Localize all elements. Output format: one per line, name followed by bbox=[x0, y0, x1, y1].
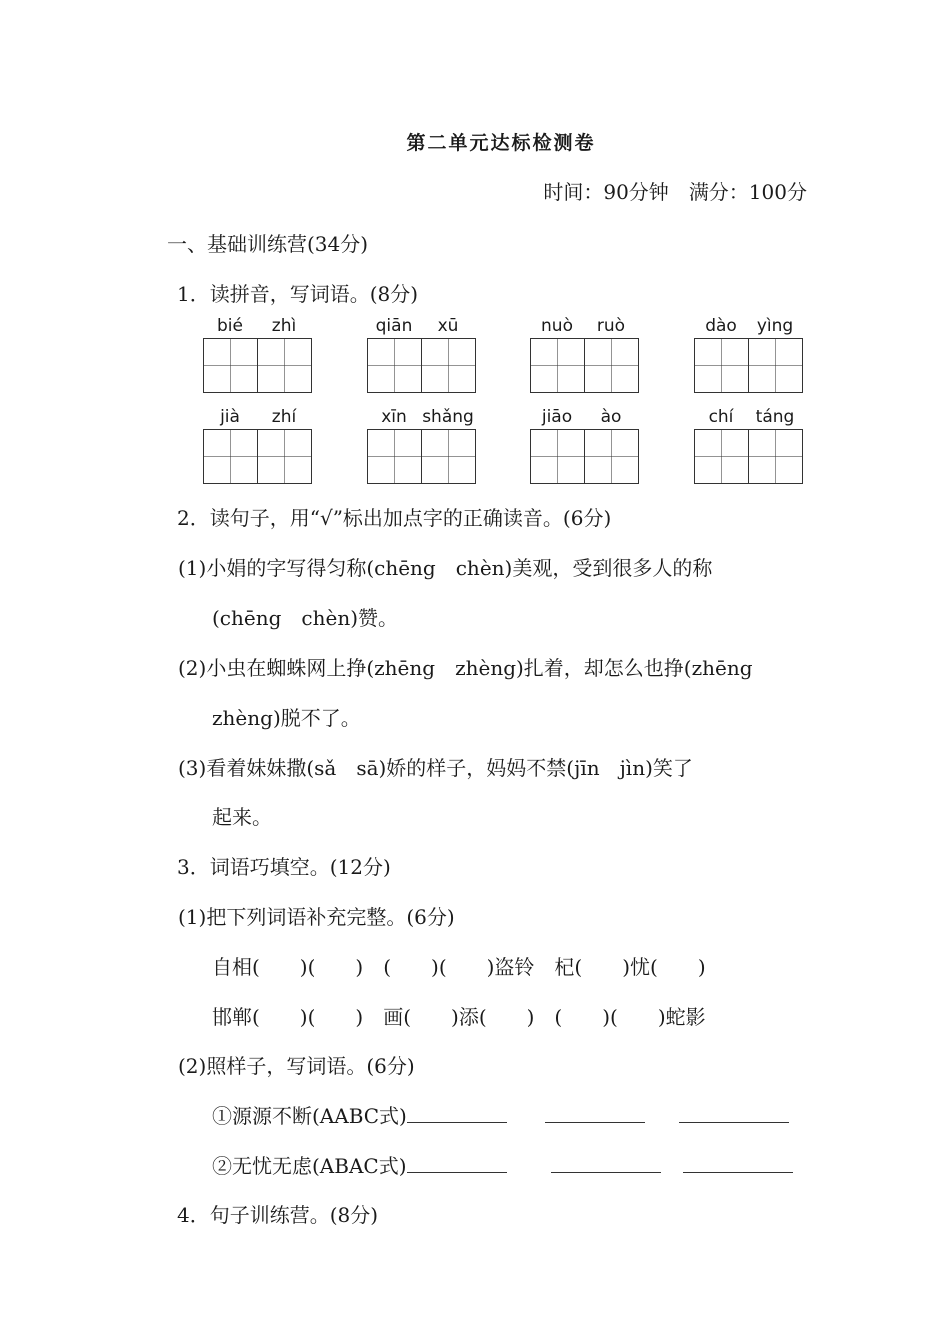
pinyin-label: xū bbox=[437, 316, 459, 336]
example-label: ①源源不断(AABC式) bbox=[212, 1104, 407, 1128]
writing-cell[interactable] bbox=[203, 338, 258, 393]
pinyin-label: dào bbox=[705, 316, 737, 336]
sentence-2: (2)小虫在蜘蛛网上挣(zhēng zhèng)扎着，却怎么也挣(zhēng bbox=[178, 656, 753, 680]
example-label: ②无忧无虑(ABAC式) bbox=[212, 1154, 407, 1178]
pinyin-label: jià bbox=[220, 407, 240, 427]
pinyin-label: yìng bbox=[756, 316, 794, 336]
answer-blank[interactable] bbox=[551, 1154, 661, 1173]
sentence-1: (1)小娟的字写得匀称(chēng chèn)美观，受到很多人的称 bbox=[178, 556, 713, 580]
full-score: 满分：100分 bbox=[688, 180, 807, 204]
writing-cell[interactable] bbox=[203, 429, 258, 484]
time-limit: 时间：90分钟 bbox=[543, 180, 669, 204]
pinyin-label: xīn bbox=[381, 407, 407, 427]
writing-cell[interactable] bbox=[584, 338, 639, 393]
pinyin-label: zhì bbox=[271, 316, 297, 336]
pinyin-label: nuò bbox=[541, 316, 573, 336]
writing-cell[interactable] bbox=[748, 338, 803, 393]
writing-cell[interactable] bbox=[748, 429, 803, 484]
sentence-2-cont: zhèng)脱不了。 bbox=[212, 706, 361, 730]
idiom-fill-row-2: 邯郸( )( ) 画( )添( ) ( )( )蛇影 bbox=[212, 1005, 706, 1029]
sentence-3-cont: 起来。 bbox=[212, 805, 272, 829]
sentence-1-cont: (chēng chèn)赞。 bbox=[212, 606, 399, 630]
pinyin-label: bié bbox=[217, 316, 243, 336]
writing-cell[interactable] bbox=[530, 338, 585, 393]
writing-cell[interactable] bbox=[421, 429, 476, 484]
writing-cell[interactable] bbox=[530, 429, 585, 484]
question-2-heading: 2．读句子，用“√”标出加点字的正确读音。(6分) bbox=[177, 506, 612, 530]
exam-meta bbox=[543, 176, 807, 205]
answer-blank[interactable] bbox=[545, 1104, 645, 1123]
example-row-1 bbox=[212, 1100, 789, 1129]
question-1-heading: 1．读拼音，写词语。(8分) bbox=[177, 282, 419, 306]
idiom-fill-row-1: 自相( )( ) ( )( )盗铃 杞( )忧( ) bbox=[212, 955, 706, 979]
writing-cell[interactable] bbox=[367, 429, 422, 484]
answer-blank[interactable] bbox=[679, 1104, 789, 1123]
writing-cell[interactable] bbox=[257, 429, 312, 484]
answer-blank[interactable] bbox=[407, 1104, 507, 1123]
sentence-3: (3)看着妹妹撒(sǎ sā)娇的样子，妈妈不禁(jīn jìn)笑了 bbox=[178, 756, 693, 780]
writing-cell[interactable] bbox=[367, 338, 422, 393]
writing-cell[interactable] bbox=[257, 338, 312, 393]
example-row-2 bbox=[212, 1150, 793, 1179]
section-heading: 一、基础训练营(34分) bbox=[167, 232, 369, 256]
writing-cell[interactable] bbox=[694, 338, 749, 393]
pinyin-label: táng bbox=[755, 407, 795, 427]
pinyin-label: ruò bbox=[596, 316, 626, 336]
writing-cell[interactable] bbox=[694, 429, 749, 484]
subquestion-1: (1)把下列词语补充完整。(6分) bbox=[178, 905, 455, 929]
pinyin-label: qiān bbox=[375, 316, 413, 336]
pinyin-label: shǎng bbox=[422, 407, 474, 427]
writing-cell[interactable] bbox=[421, 338, 476, 393]
pinyin-label: ào bbox=[600, 407, 622, 427]
question-3-heading: 3．词语巧填空。(12分) bbox=[177, 855, 391, 879]
pinyin-label: zhí bbox=[271, 407, 297, 427]
writing-cell[interactable] bbox=[584, 429, 639, 484]
answer-blank[interactable] bbox=[407, 1154, 507, 1173]
subquestion-2: (2)照样子，写词语。(6分) bbox=[178, 1054, 415, 1078]
question-4-heading: 4．句子训练营。(8分) bbox=[177, 1203, 379, 1227]
answer-blank[interactable] bbox=[683, 1154, 793, 1173]
pinyin-label: chí bbox=[708, 407, 734, 427]
pinyin-label: jiāo bbox=[541, 407, 573, 427]
page-title: 第二单元达标检测卷 bbox=[406, 132, 596, 154]
